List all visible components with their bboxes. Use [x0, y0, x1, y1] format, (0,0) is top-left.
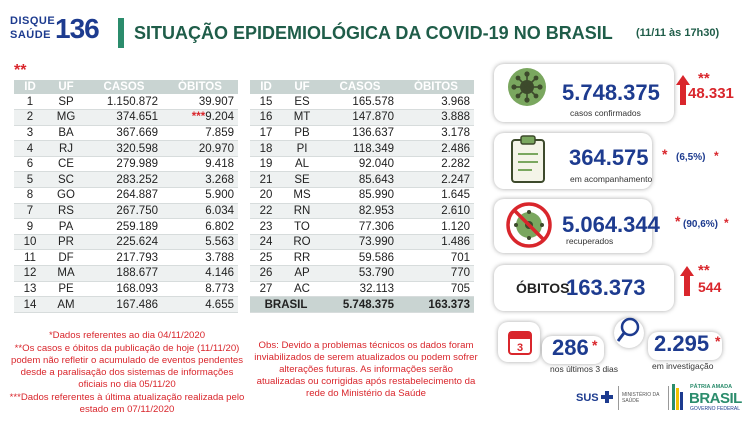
cell-uf: RS: [46, 203, 86, 219]
total-obitos: 163.373: [398, 297, 474, 313]
table-row: [250, 234, 474, 250]
investigating-label: em investigação: [652, 361, 714, 371]
deaths-stars: **: [698, 262, 710, 279]
monitoring-pct-star: *: [714, 149, 719, 163]
cell-obitos: 2.282: [398, 156, 474, 172]
cell-id: 23: [250, 219, 282, 235]
cell-obitos: 2.486: [398, 141, 474, 157]
cell-obitos: 3.888: [398, 110, 474, 126]
table-row: [14, 172, 238, 188]
cell-obitos: 6.802: [162, 219, 238, 235]
header-id: ID: [14, 80, 46, 94]
logo-line2: SAÚDE: [10, 29, 52, 41]
cell-casos: 85.643: [322, 172, 398, 188]
last3-star: *: [592, 337, 598, 353]
header-casos: CASOS: [322, 80, 398, 94]
table-row: [250, 281, 474, 297]
confirmed-value: 5.748.375: [562, 80, 660, 105]
disque-saude-logo: [8, 9, 108, 51]
cell-casos: 168.093: [86, 281, 162, 297]
cell-obitos: 7.859: [162, 125, 238, 141]
cell-obitos: 2.247: [398, 172, 474, 188]
cell-id: 17: [250, 125, 282, 141]
cell-casos: 1.150.872: [86, 94, 162, 110]
header-uf: UF: [282, 80, 322, 94]
cell-uf: CE: [46, 156, 86, 172]
cell-casos: 77.306: [322, 219, 398, 235]
last3-label: nos últimos 3 dias: [550, 364, 619, 374]
table-row: [14, 110, 238, 126]
deaths-label: ÓBITOS: [516, 280, 570, 296]
cell-id: 9: [14, 219, 46, 235]
cell-obitos: [162, 110, 238, 126]
cell-uf: RR: [282, 250, 322, 266]
table-header: [14, 80, 238, 94]
cell-uf: GO: [46, 188, 86, 204]
table-header: [250, 80, 474, 94]
sus-logo: SUS: [576, 392, 599, 404]
investigating-star: *: [715, 333, 721, 349]
cell-uf: RJ: [46, 141, 86, 157]
cell-casos: 82.953: [322, 203, 398, 219]
table-row: [14, 234, 238, 250]
table-row: [250, 219, 474, 235]
cell-id: 22: [250, 203, 282, 219]
cell-id: 21: [250, 172, 282, 188]
cell-uf: AC: [282, 281, 322, 297]
confirmed-label: casos confirmados: [570, 108, 641, 118]
update-date: (11/11 às 17h30): [636, 27, 720, 39]
cell-uf: TO: [282, 219, 322, 235]
cell-obitos: 5.563: [162, 234, 238, 250]
cell-obitos: 6.034: [162, 203, 238, 219]
cell-uf: AM: [46, 297, 86, 313]
cell-id: 14: [14, 297, 46, 313]
footnote-1: *Dados referentes ao dia 04/11/2020: [48, 330, 206, 341]
table-row: [14, 94, 238, 110]
confirmed-stars: **: [698, 70, 710, 87]
footnote-obs: Obs: Devido a problemas técnicos os dados foram inviabilizados de serem atualizados ou podem sofrer alterações futuras. As informações serão atualizadas ou corrigidas após restabelecimento da rede do Ministério da Saúde: [254, 340, 478, 399]
table-row: [14, 297, 238, 313]
ministry-label: MINISTÉRIO DA SAÚDE: [622, 392, 660, 404]
table-row: [14, 250, 238, 266]
cell-casos: 85.990: [322, 188, 398, 204]
cell-id: 13: [14, 281, 46, 297]
states-table-right: [250, 80, 474, 313]
cell-id: 6: [14, 156, 46, 172]
recovered-pct-star: *: [724, 216, 729, 230]
flag-bars-icon: [672, 384, 686, 410]
cell-casos: 225.624: [86, 234, 162, 250]
cell-casos: 283.252: [86, 172, 162, 188]
cell-id: 25: [250, 250, 282, 266]
cell-casos: 320.598: [86, 141, 162, 157]
cell-casos: 73.990: [322, 234, 398, 250]
cell-id: 12: [14, 266, 46, 282]
table-row: [14, 203, 238, 219]
logo-line1: DISQUE: [10, 15, 56, 27]
cell-casos: 259.189: [86, 219, 162, 235]
cell-casos: 374.651: [86, 110, 162, 126]
cell-uf: SC: [46, 172, 86, 188]
cell-id: 4: [14, 141, 46, 157]
cell-uf: RN: [282, 203, 322, 219]
cell-casos: 118.349: [322, 141, 398, 157]
cell-obitos: 705: [398, 281, 474, 297]
table-row: [14, 141, 238, 157]
cell-id: 16: [250, 110, 282, 126]
recovered-value: 5.064.344: [562, 212, 660, 237]
cell-obitos: 3.268: [162, 172, 238, 188]
cell-uf: PE: [46, 281, 86, 297]
cell-uf: MT: [282, 110, 322, 126]
cell-obitos: 3.968: [398, 94, 474, 110]
cell-uf: AL: [282, 156, 322, 172]
cell-id: 3: [14, 125, 46, 141]
divider: [618, 386, 619, 410]
table-marker: **: [14, 62, 27, 79]
cell-id: 8: [14, 188, 46, 204]
brasil-label: BRASIL: [689, 390, 742, 407]
cross-icon: [601, 390, 613, 402]
cell-obitos: 20.970: [162, 141, 238, 157]
arrow-up-icon: [680, 266, 694, 296]
table-row: [250, 141, 474, 157]
total-casos: 5.748.375: [322, 297, 398, 313]
cell-id: 27: [250, 281, 282, 297]
footnote-3: ***Dados referentes à última atualização realizada pelo estado em 07/11/2020: [9, 392, 245, 415]
cell-obitos: 8.773: [162, 281, 238, 297]
monitoring-label: em acompanhamento: [570, 174, 653, 184]
patria-label: PÁTRIA AMADA: [690, 384, 733, 390]
header-casos: CASOS: [86, 80, 162, 94]
cell-uf: AP: [282, 266, 322, 282]
table-row: [250, 250, 474, 266]
clipboard-icon: [506, 134, 554, 182]
table-row: [250, 188, 474, 204]
cell-obitos: 1.120: [398, 219, 474, 235]
title-bar: [118, 18, 750, 48]
cell-casos: 279.989: [86, 156, 162, 172]
cell-obitos: 2.610: [398, 203, 474, 219]
cell-casos: 264.887: [86, 188, 162, 204]
page-title: SITUAÇÃO EPIDEMIOLÓGICA DA COVID-19 NO BRASIL: [134, 23, 613, 43]
header-uf: UF: [46, 80, 86, 94]
table-row: [250, 94, 474, 110]
cell-uf: MA: [46, 266, 86, 282]
cell-casos: 53.790: [322, 266, 398, 282]
cell-id: 19: [250, 156, 282, 172]
virus-icon: [500, 62, 548, 110]
table-row: [250, 125, 474, 141]
table-row: [250, 156, 474, 172]
table-row: [14, 219, 238, 235]
recovered-star: *: [675, 213, 681, 229]
cell-uf: DF: [46, 250, 86, 266]
states-table-left: [14, 80, 238, 313]
table-row: [14, 281, 238, 297]
cell-casos: 32.113: [322, 281, 398, 297]
table-row: [250, 203, 474, 219]
monitoring-star: *: [662, 146, 668, 162]
table-row: [14, 156, 238, 172]
cell-casos: 147.870: [322, 110, 398, 126]
monitoring-value: 364.575: [569, 145, 649, 170]
cell-obitos: 3.788: [162, 250, 238, 266]
cell-casos: 92.040: [322, 156, 398, 172]
table-row: [14, 266, 238, 282]
cell-value: 9.204: [205, 111, 234, 124]
cell-id: 24: [250, 234, 282, 250]
table-row: [250, 266, 474, 282]
cell-id: 11: [14, 250, 46, 266]
cell-obitos: 1.486: [398, 234, 474, 250]
investigating-value: 2.295: [654, 331, 710, 356]
cell-id: 1: [14, 94, 46, 110]
cell-obitos: 9.418: [162, 156, 238, 172]
table-row: [250, 110, 474, 126]
total-row: [250, 297, 474, 313]
logo-number: 136: [55, 13, 99, 44]
cell-obitos: 4.146: [162, 266, 238, 282]
cell-casos: 167.486: [86, 297, 162, 313]
cell-obitos: 3.178: [398, 125, 474, 141]
cell-mark: ***: [191, 111, 206, 124]
recovered-pct: (90,6%): [683, 219, 719, 230]
last3-value: 286: [552, 335, 589, 360]
cell-uf: SE: [282, 172, 322, 188]
table-row: [250, 172, 474, 188]
cell-uf: PB: [282, 125, 322, 141]
cell-casos: 136.637: [322, 125, 398, 141]
footnote-2: **Os casos e óbitos da publicação de hoje (11/11/20) podem não refletir o acumulado de eventos pendentes desde a paralisação dos sistemas de informações oficiais no dia 05/11/20: [10, 343, 243, 390]
header-id: ID: [250, 80, 282, 94]
cell-casos: 267.750: [86, 203, 162, 219]
magnifier-icon: [616, 316, 642, 346]
cell-uf: BA: [46, 125, 86, 141]
cell-casos: 59.586: [322, 250, 398, 266]
cell-uf: PA: [46, 219, 86, 235]
cell-uf: PI: [282, 141, 322, 157]
recovered-label: recuperados: [566, 236, 614, 246]
cell-id: 2: [14, 110, 46, 126]
cell-id: 18: [250, 141, 282, 157]
header-obitos: ÓBITOS: [398, 80, 474, 94]
cell-casos: 367.669: [86, 125, 162, 141]
cell-casos: 217.793: [86, 250, 162, 266]
no-virus-icon: [504, 200, 552, 248]
cell-id: 15: [250, 94, 282, 110]
cell-id: 26: [250, 266, 282, 282]
cell-uf: SP: [46, 94, 86, 110]
table-row: [14, 125, 238, 141]
cell-obitos: 5.900: [162, 188, 238, 204]
cell-obitos: 39.907: [162, 94, 238, 110]
cell-id: 10: [14, 234, 46, 250]
cell-obitos: 770: [398, 266, 474, 282]
cell-id: 20: [250, 188, 282, 204]
cell-obitos: 701: [398, 250, 474, 266]
footer-logos: [576, 384, 752, 414]
cell-uf: RO: [282, 234, 322, 250]
header-obitos: ÓBITOS: [162, 80, 238, 94]
cell-uf: MG: [46, 110, 86, 126]
cell-casos: 188.677: [86, 266, 162, 282]
monitoring-pct: (6,5%): [676, 152, 706, 163]
cell-uf: MS: [282, 188, 322, 204]
calendar-icon: [508, 329, 532, 355]
gov-label: GOVERNO FEDERAL: [690, 406, 741, 412]
deaths-value: 163.373: [566, 275, 646, 300]
deaths-delta: 544: [698, 279, 722, 295]
calendar-number: 3: [516, 342, 524, 354]
cell-uf: PR: [46, 234, 86, 250]
cell-uf: ES: [282, 94, 322, 110]
cell-obitos: 4.655: [162, 297, 238, 313]
cell-id: 5: [14, 172, 46, 188]
cell-casos: 165.578: [322, 94, 398, 110]
total-label: BRASIL: [250, 297, 322, 313]
confirmed-delta: 48.331: [688, 85, 734, 102]
cell-id: 7: [14, 203, 46, 219]
divider: [668, 386, 669, 410]
table-row: [14, 188, 238, 204]
cell-obitos: 1.645: [398, 188, 474, 204]
footnotes-left: [8, 330, 246, 417]
